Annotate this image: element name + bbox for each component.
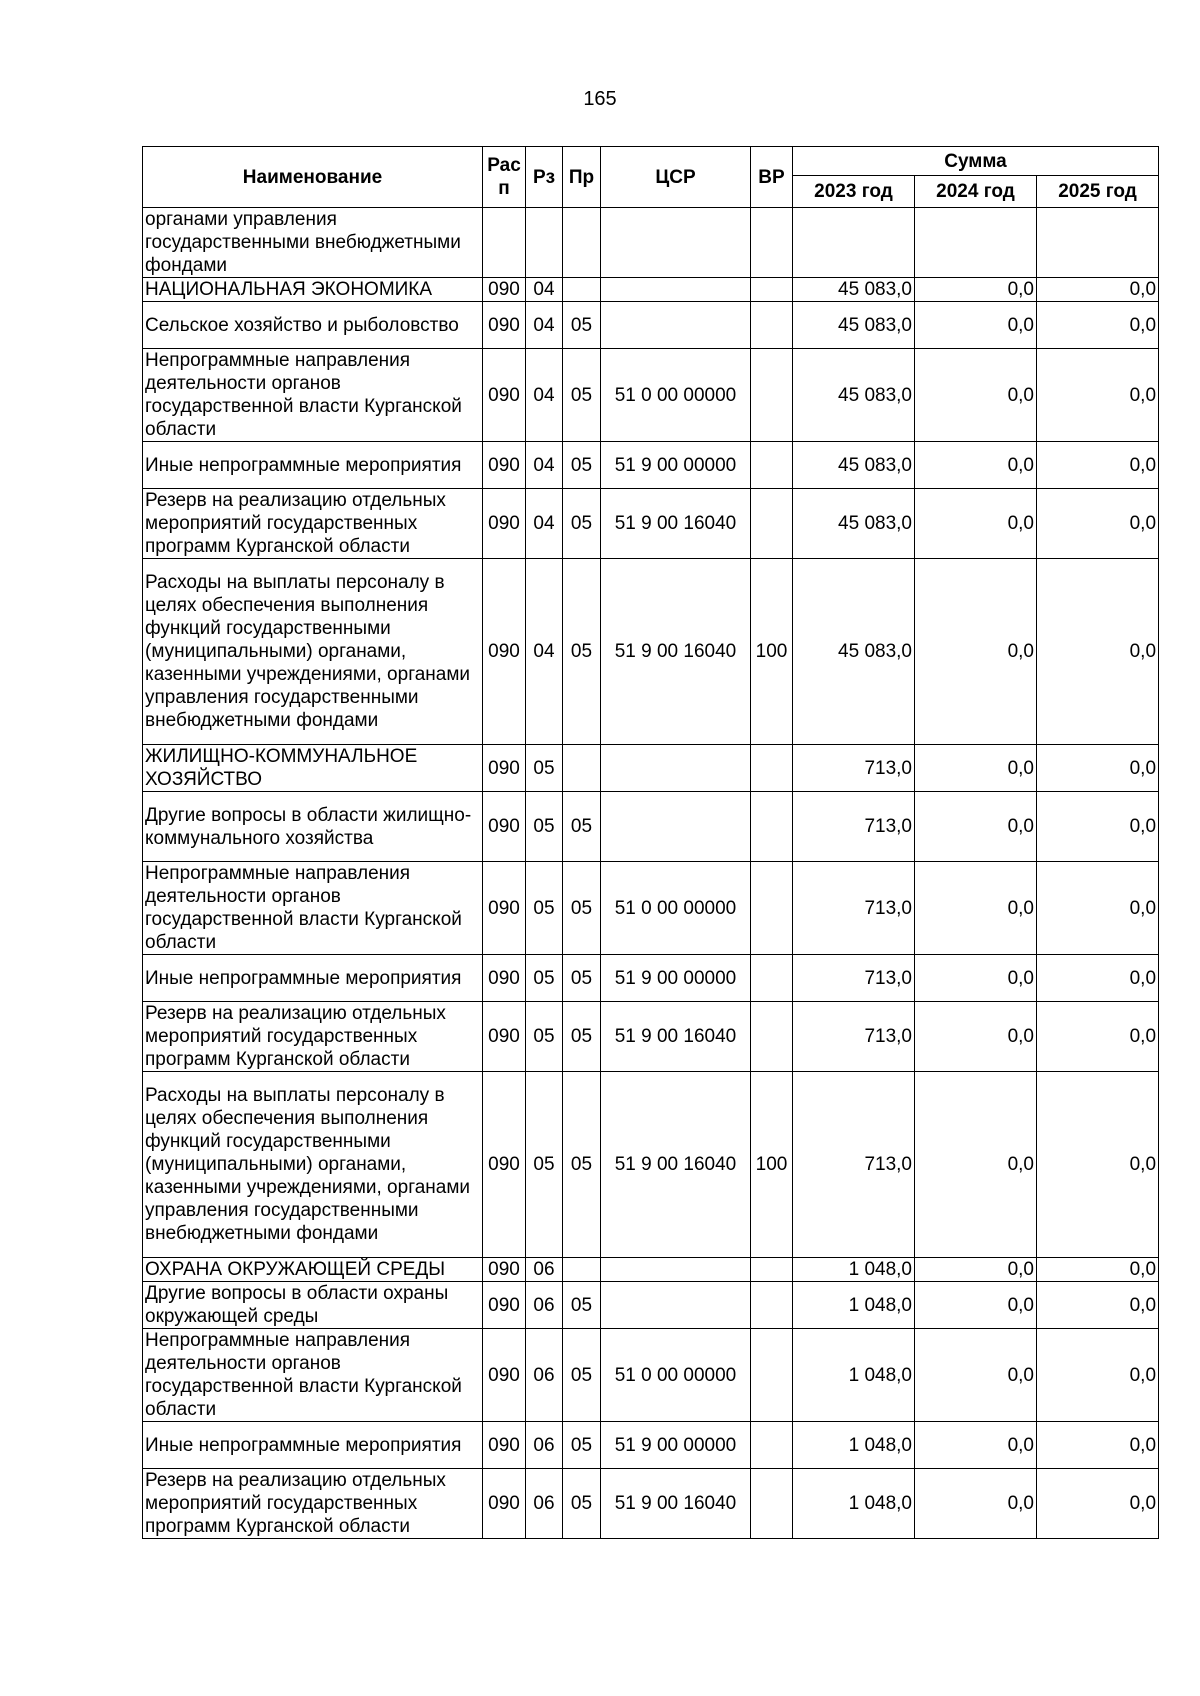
cell-rz: 04 — [526, 302, 563, 349]
cell-vr — [751, 1002, 793, 1072]
cell-pr: 05 — [563, 302, 601, 349]
cell-rz: 05 — [526, 1002, 563, 1072]
cell-sum-2025: 0,0 — [1037, 1469, 1159, 1539]
table-row — [143, 278, 1159, 302]
cell-pr: 05 — [563, 1469, 601, 1539]
table-row — [143, 1469, 1159, 1539]
cell-rz — [526, 208, 563, 278]
cell-csr: 51 9 00 16040 — [601, 1072, 751, 1258]
cell-rz: 05 — [526, 792, 563, 862]
cell-sum-2024: 0,0 — [915, 862, 1037, 955]
cell-pr: 05 — [563, 1282, 601, 1329]
cell-sum-2023: 1 048,0 — [793, 1329, 915, 1422]
page-number: 165 — [583, 88, 617, 110]
header-rasp-line2: п — [498, 178, 510, 199]
cell-rasp: 090 — [483, 1002, 526, 1072]
cell-vr — [751, 442, 793, 489]
cell-sum-2023: 45 083,0 — [793, 559, 915, 745]
header-name: Наименование — [143, 147, 483, 208]
cell-sum-2024: 0,0 — [915, 442, 1037, 489]
table-row — [143, 208, 1159, 278]
cell-rasp: 090 — [483, 1072, 526, 1258]
table-row — [143, 1002, 1159, 1072]
cell-vr — [751, 862, 793, 955]
cell-sum-2024: 0,0 — [915, 1258, 1037, 1282]
cell-rz: 04 — [526, 559, 563, 745]
header-year-2025: 2025 год — [1037, 176, 1159, 208]
cell-sum-2025: 0,0 — [1037, 792, 1159, 862]
cell-name: Непрограммные направления деятельности органов государственной власти Курганской области — [143, 349, 483, 442]
cell-sum-2025: 0,0 — [1037, 1258, 1159, 1282]
cell-csr: 51 0 00 00000 — [601, 1329, 751, 1422]
cell-csr — [601, 1282, 751, 1329]
cell-name: Иные непрограммные мероприятия — [143, 442, 483, 489]
header-vr: ВР — [751, 147, 793, 208]
cell-sum-2023: 45 083,0 — [793, 489, 915, 559]
cell-pr — [563, 745, 601, 792]
table-row — [143, 862, 1159, 955]
cell-name: НАЦИОНАЛЬНАЯ ЭКОНОМИКА — [143, 278, 483, 302]
cell-pr: 05 — [563, 1329, 601, 1422]
cell-pr: 05 — [563, 1002, 601, 1072]
cell-vr: 100 — [751, 559, 793, 745]
table-row — [143, 1422, 1159, 1469]
cell-sum-2025: 0,0 — [1037, 302, 1159, 349]
cell-rz: 06 — [526, 1422, 563, 1469]
table-row — [143, 1258, 1159, 1282]
table-row — [143, 1282, 1159, 1329]
cell-rasp: 090 — [483, 489, 526, 559]
cell-rasp: 090 — [483, 349, 526, 442]
table-row — [143, 1329, 1159, 1422]
cell-rz: 05 — [526, 1072, 563, 1258]
cell-pr: 05 — [563, 349, 601, 442]
cell-rz: 05 — [526, 862, 563, 955]
table-body — [143, 208, 1159, 1539]
cell-rasp: 090 — [483, 1329, 526, 1422]
cell-rz: 05 — [526, 745, 563, 792]
cell-csr: 51 9 00 16040 — [601, 559, 751, 745]
cell-rz: 04 — [526, 489, 563, 559]
cell-vr — [751, 1422, 793, 1469]
cell-sum-2024: 0,0 — [915, 349, 1037, 442]
cell-sum-2025: 0,0 — [1037, 955, 1159, 1002]
cell-sum-2023: 713,0 — [793, 1072, 915, 1258]
cell-csr — [601, 278, 751, 302]
cell-pr — [563, 278, 601, 302]
cell-sum-2023: 713,0 — [793, 862, 915, 955]
cell-pr: 05 — [563, 489, 601, 559]
cell-vr — [751, 745, 793, 792]
header-year-2024: 2024 год — [915, 176, 1037, 208]
cell-name: ЖИЛИЩНО-КОММУНАЛЬНОЕ ХОЗЯЙСТВО — [143, 745, 483, 792]
cell-pr: 05 — [563, 559, 601, 745]
cell-sum-2024: 0,0 — [915, 1282, 1037, 1329]
cell-rasp: 090 — [483, 745, 526, 792]
cell-name: Резерв на реализацию отдельных мероприятий государственных программ Курганской области — [143, 489, 483, 559]
cell-rasp: 090 — [483, 1282, 526, 1329]
cell-csr: 51 9 00 16040 — [601, 1469, 751, 1539]
cell-vr — [751, 302, 793, 349]
cell-sum-2025: 0,0 — [1037, 442, 1159, 489]
cell-rasp: 090 — [483, 559, 526, 745]
cell-sum-2024: 0,0 — [915, 278, 1037, 302]
cell-sum-2024: 0,0 — [915, 792, 1037, 862]
cell-rasp: 090 — [483, 1469, 526, 1539]
table-header — [143, 147, 1159, 208]
cell-vr — [751, 349, 793, 442]
table-row — [143, 1072, 1159, 1258]
table-row — [143, 442, 1159, 489]
cell-rz: 06 — [526, 1469, 563, 1539]
cell-rz: 06 — [526, 1258, 563, 1282]
table-row — [143, 792, 1159, 862]
cell-pr: 05 — [563, 1072, 601, 1258]
cell-sum-2025: 0,0 — [1037, 1422, 1159, 1469]
header-csr: ЦСР — [601, 147, 751, 208]
cell-rz: 04 — [526, 278, 563, 302]
cell-sum-2023: 1 048,0 — [793, 1282, 915, 1329]
cell-sum-2025: 0,0 — [1037, 1072, 1159, 1258]
cell-vr — [751, 208, 793, 278]
cell-sum-2025: 0,0 — [1037, 349, 1159, 442]
cell-sum-2023: 45 083,0 — [793, 278, 915, 302]
cell-vr — [751, 792, 793, 862]
cell-sum-2025: 0,0 — [1037, 1002, 1159, 1072]
cell-rasp — [483, 208, 526, 278]
table-row — [143, 302, 1159, 349]
cell-sum-2025 — [1037, 208, 1159, 278]
cell-sum-2023: 713,0 — [793, 745, 915, 792]
cell-csr — [601, 208, 751, 278]
cell-sum-2023: 45 083,0 — [793, 349, 915, 442]
cell-sum-2024 — [915, 208, 1037, 278]
cell-rasp: 090 — [483, 862, 526, 955]
cell-sum-2023 — [793, 208, 915, 278]
cell-sum-2023: 713,0 — [793, 792, 915, 862]
cell-vr — [751, 1329, 793, 1422]
cell-csr: 51 9 00 00000 — [601, 1422, 751, 1469]
cell-name: Непрограммные направления деятельности органов государственной власти Курганской области — [143, 862, 483, 955]
cell-pr: 05 — [563, 792, 601, 862]
cell-sum-2024: 0,0 — [915, 745, 1037, 792]
table-row — [143, 955, 1159, 1002]
cell-sum-2023: 45 083,0 — [793, 442, 915, 489]
header-rasp-line1: Рас — [487, 155, 521, 176]
cell-name: Иные непрограммные мероприятия — [143, 955, 483, 1002]
cell-name: Сельское хозяйство и рыболовство — [143, 302, 483, 349]
header-rz: Рз — [526, 147, 563, 208]
cell-name: Расходы на выплаты персоналу в целях обеспечения выполнения функций государственными (муниципальными) органами, казенными учреждениями, органами управления государственными внебюджетными фондами — [143, 1072, 483, 1258]
header-sum: Сумма — [793, 147, 1159, 176]
cell-name: Иные непрограммные мероприятия — [143, 1422, 483, 1469]
cell-name: Другие вопросы в области жилищно-коммунального хозяйства — [143, 792, 483, 862]
cell-csr: 51 9 00 00000 — [601, 955, 751, 1002]
cell-pr — [563, 208, 601, 278]
cell-sum-2025: 0,0 — [1037, 745, 1159, 792]
cell-rz: 05 — [526, 955, 563, 1002]
cell-rasp: 090 — [483, 1422, 526, 1469]
cell-sum-2025: 0,0 — [1037, 1282, 1159, 1329]
cell-sum-2025: 0,0 — [1037, 559, 1159, 745]
header-year-2023: 2023 год — [793, 176, 915, 208]
cell-name: органами управления государственными внебюджетными фондами — [143, 208, 483, 278]
cell-name: Непрограммные направления деятельности органов государственной власти Курганской области — [143, 1329, 483, 1422]
cell-csr — [601, 302, 751, 349]
cell-rasp: 090 — [483, 955, 526, 1002]
cell-vr — [751, 955, 793, 1002]
cell-sum-2025: 0,0 — [1037, 489, 1159, 559]
cell-vr — [751, 1282, 793, 1329]
cell-sum-2025: 0,0 — [1037, 862, 1159, 955]
cell-sum-2024: 0,0 — [915, 559, 1037, 745]
cell-sum-2024: 0,0 — [915, 1329, 1037, 1422]
cell-pr: 05 — [563, 442, 601, 489]
table-row — [143, 489, 1159, 559]
cell-csr: 51 9 00 16040 — [601, 1002, 751, 1072]
cell-name: Резерв на реализацию отдельных мероприятий государственных программ Курганской области — [143, 1002, 483, 1072]
cell-csr — [601, 745, 751, 792]
cell-sum-2023: 1 048,0 — [793, 1258, 915, 1282]
cell-name: Другие вопросы в области охраны окружающей среды — [143, 1282, 483, 1329]
cell-csr: 51 9 00 00000 — [601, 442, 751, 489]
table-row — [143, 745, 1159, 792]
cell-rasp: 090 — [483, 1258, 526, 1282]
cell-csr — [601, 792, 751, 862]
cell-sum-2023: 713,0 — [793, 955, 915, 1002]
cell-sum-2023: 1 048,0 — [793, 1469, 915, 1539]
cell-rz: 04 — [526, 442, 563, 489]
cell-rz: 06 — [526, 1329, 563, 1422]
cell-sum-2023: 1 048,0 — [793, 1422, 915, 1469]
cell-rasp: 090 — [483, 302, 526, 349]
budget-table — [142, 146, 1159, 1539]
cell-sum-2024: 0,0 — [915, 1002, 1037, 1072]
table-row — [143, 349, 1159, 442]
cell-rasp: 090 — [483, 792, 526, 862]
cell-csr: 51 0 00 00000 — [601, 349, 751, 442]
cell-sum-2024: 0,0 — [915, 302, 1037, 349]
cell-vr — [751, 489, 793, 559]
cell-rz: 04 — [526, 349, 563, 442]
cell-sum-2024: 0,0 — [915, 1422, 1037, 1469]
cell-sum-2024: 0,0 — [915, 955, 1037, 1002]
cell-sum-2024: 0,0 — [915, 1469, 1037, 1539]
cell-vr — [751, 1258, 793, 1282]
cell-vr: 100 — [751, 1072, 793, 1258]
cell-csr — [601, 1258, 751, 1282]
cell-sum-2024: 0,0 — [915, 1072, 1037, 1258]
cell-vr — [751, 278, 793, 302]
cell-rz: 06 — [526, 1282, 563, 1329]
cell-sum-2023: 45 083,0 — [793, 302, 915, 349]
cell-name: Расходы на выплаты персоналу в целях обеспечения выполнения функций государственными (муниципальными) органами, казенными учреждениями, органами управления государственными внебюджетными фондами — [143, 559, 483, 745]
cell-pr — [563, 1258, 601, 1282]
cell-vr — [751, 1469, 793, 1539]
cell-csr: 51 9 00 16040 — [601, 489, 751, 559]
header-rasp — [483, 147, 526, 208]
header-pr: Пр — [563, 147, 601, 208]
cell-name: Резерв на реализацию отдельных мероприятий государственных программ Курганской области — [143, 1469, 483, 1539]
cell-rasp: 090 — [483, 278, 526, 302]
cell-sum-2024: 0,0 — [915, 489, 1037, 559]
cell-sum-2025: 0,0 — [1037, 278, 1159, 302]
cell-pr: 05 — [563, 862, 601, 955]
cell-rasp: 090 — [483, 442, 526, 489]
table-row — [143, 559, 1159, 745]
cell-sum-2025: 0,0 — [1037, 1329, 1159, 1422]
cell-sum-2023: 713,0 — [793, 1002, 915, 1072]
cell-csr: 51 0 00 00000 — [601, 862, 751, 955]
cell-pr: 05 — [563, 955, 601, 1002]
cell-name: ОХРАНА ОКРУЖАЮЩЕЙ СРЕДЫ — [143, 1258, 483, 1282]
cell-pr: 05 — [563, 1422, 601, 1469]
